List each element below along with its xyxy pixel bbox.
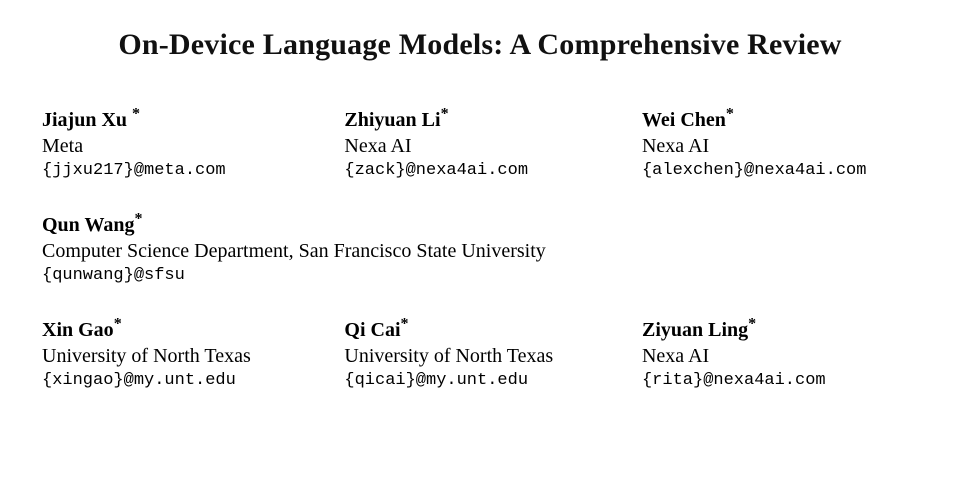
author-block bbox=[42, 210, 930, 288]
author-block bbox=[344, 315, 642, 393]
author-name-text: Qun Wang bbox=[42, 213, 135, 236]
author-name-text: Xin Gao bbox=[42, 318, 114, 341]
author-affiliation: Meta bbox=[42, 135, 84, 157]
affiliation-marker: * bbox=[132, 105, 141, 123]
author-email: {qicai}@my.unt.edu bbox=[344, 370, 529, 390]
author-name bbox=[641, 315, 920, 343]
author-email: {xingao}@my.unt.edu bbox=[42, 370, 236, 390]
author-email: {alexchen}@nexa4ai.com bbox=[641, 161, 867, 180]
author-name-text: Zhiyuan Li bbox=[344, 109, 441, 131]
author-email: {zack}@nexa4ai.com bbox=[344, 161, 529, 180]
author-name bbox=[344, 105, 632, 133]
author-name-text: Jiajun Xu bbox=[42, 109, 128, 131]
author-block bbox=[641, 315, 930, 393]
author-affiliation: Computer Science Department, San Francisco State University bbox=[42, 239, 546, 262]
author-name bbox=[42, 210, 920, 238]
author-row bbox=[30, 105, 930, 183]
affiliation-marker: * bbox=[134, 210, 143, 228]
affiliation-marker: * bbox=[748, 315, 757, 333]
author-affiliation: Nexa AI bbox=[641, 135, 710, 157]
author-name bbox=[42, 105, 334, 133]
author-row bbox=[30, 210, 930, 288]
author-name-text: Qi Cai bbox=[344, 318, 401, 341]
author-affiliation: Nexa AI bbox=[641, 344, 710, 367]
author-email: {qunwang}@sfsu bbox=[42, 265, 185, 285]
author-block bbox=[344, 105, 642, 183]
affiliation-marker: * bbox=[440, 105, 449, 123]
author-name bbox=[344, 315, 632, 343]
affiliation-marker: * bbox=[725, 105, 734, 123]
author-affiliation: University of North Texas bbox=[42, 344, 251, 367]
author-email: {jjxu217}@meta.com bbox=[42, 161, 226, 180]
author-block bbox=[42, 105, 344, 183]
author-name bbox=[641, 105, 920, 133]
author-email: {rita}@nexa4ai.com bbox=[641, 370, 826, 390]
author-list bbox=[30, 105, 930, 393]
author-affiliation: Nexa AI bbox=[344, 135, 412, 157]
author-name bbox=[42, 315, 334, 343]
affiliation-marker: * bbox=[400, 315, 409, 333]
author-affiliation: University of North Texas bbox=[344, 344, 554, 367]
author-block bbox=[42, 315, 344, 393]
author-name-text: Ziyuan Ling bbox=[641, 318, 749, 341]
page-title: On-Device Language Models: A Comprehensive Review bbox=[118, 28, 842, 61]
affiliation-marker: * bbox=[113, 315, 122, 333]
author-row bbox=[30, 315, 930, 393]
author-block bbox=[641, 105, 930, 183]
author-name-text: Wei Chen bbox=[641, 109, 726, 131]
paper-header-page bbox=[0, 28, 960, 501]
